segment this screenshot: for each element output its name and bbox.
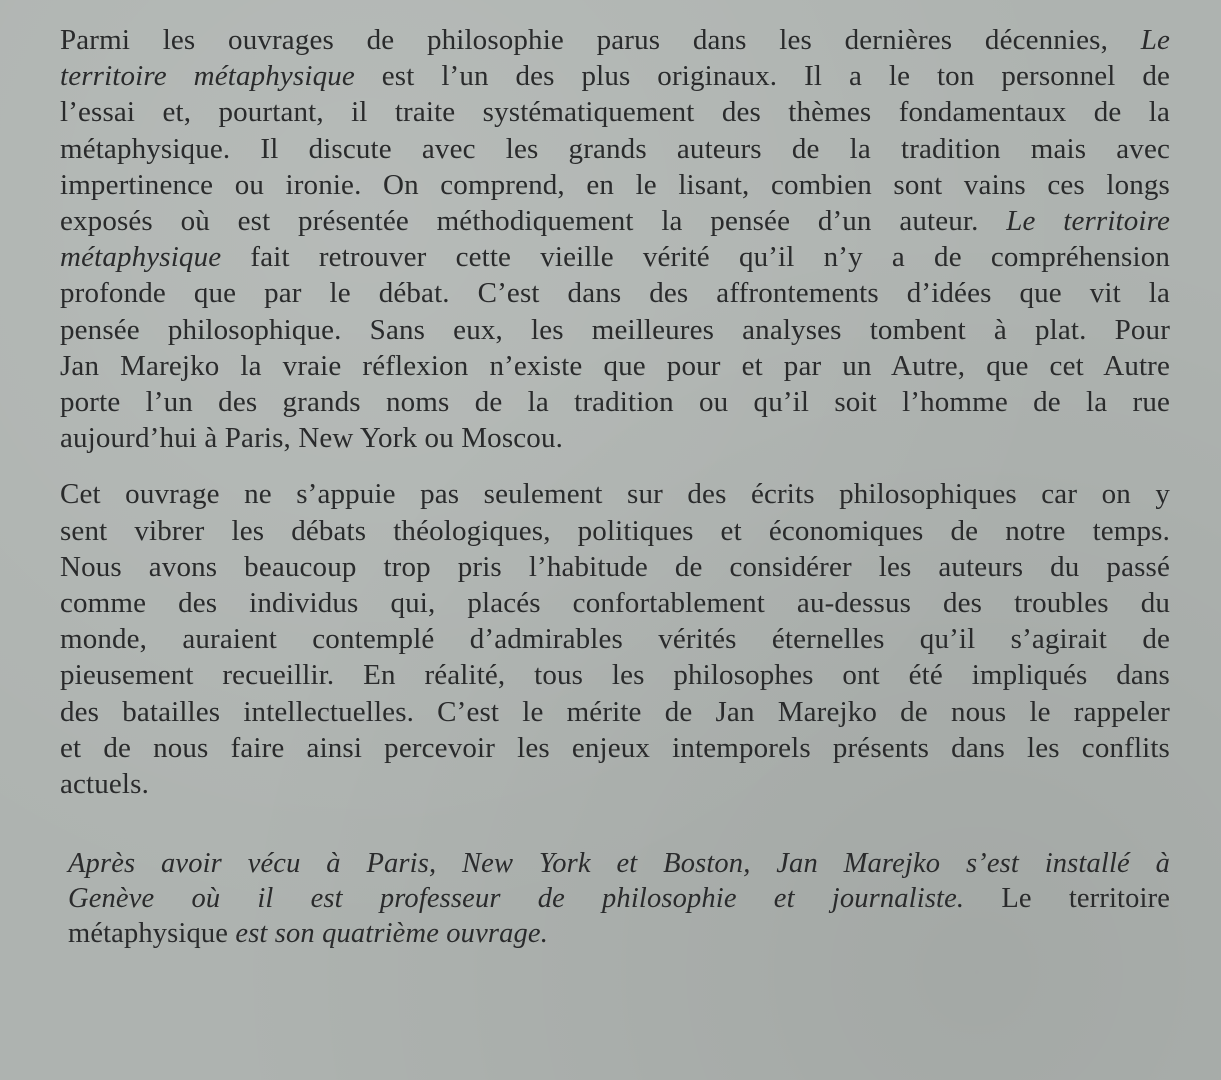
text-line: pieusement recueillir. En réalité, tous les philosophes ont été impliqués dans — [60, 659, 1170, 692]
text-line: métaphysique. Il discute avec les grands auteurs de la tradition mais avec — [60, 132, 1170, 165]
text-line: porte l’un des grands noms de la tradition ou qu’il soit l’homme de la rue — [60, 386, 1170, 419]
text-line: Après avoir vécu à Paris, New York et Boston, Jan Marejko s’est installé à — [68, 848, 1170, 880]
text-line: sent vibrer les débats théologiques, politiques et économiques de notre temps. — [60, 514, 1170, 547]
text-line: Nous avons beaucoup trop pris l’habitude de considérer les auteurs du passé — [60, 550, 1170, 583]
text-line: l’essai et, pourtant, il traite systématiquement des thèmes fondamentaux de la — [60, 96, 1170, 129]
book-title-italic: territoire métaphysique — [60, 60, 355, 93]
book-title-italic: Le territoire — [1006, 205, 1171, 238]
text-line: Jan Marejko la vraie réflexion n’existe que pour et par un Autre, que cet Autre — [60, 349, 1170, 382]
text-line: Parmi les ouvrages de philosophie parus dans les dernières décennies, Le — [60, 24, 1170, 56]
text-line: et de nous faire ainsi percevoir les enjeux intemporels présents dans les conflits — [60, 731, 1170, 764]
text-line: profonde que par le débat. C’est dans des affrontements d’idées que vit la — [60, 277, 1170, 310]
book-back-cover-text — [60, 22, 1170, 1062]
text-line: impertinence ou ironie. On comprend, en le lisant, combien sont vains ces longs — [60, 168, 1170, 201]
bio-italic: est son quatrième ouvrage. — [235, 918, 548, 950]
text-line: aujourd’hui à Paris, New York ou Moscou. — [60, 422, 563, 455]
bio-italic: Genève où il est professeur de philosophie et journaliste. — [68, 883, 965, 915]
book-title-italic: métaphysique — [60, 241, 222, 274]
text-line: actuels. — [60, 768, 149, 801]
text-line: exposés où est présentée méthodiquement la pensée d’un auteur. Le territoire — [60, 205, 1171, 238]
text-line: métaphysique fait retrouver cette vieille vérité qu’il n’y a de compréhension — [60, 241, 1170, 274]
text-line: territoire métaphysique est l’un des plus originaux. Il a le ton personnel de — [60, 60, 1170, 93]
book-title-italic: Le — [1140, 24, 1170, 56]
text-line: Cet ouvrage ne s’appuie pas seulement sur des écrits philosophiques car on y — [60, 478, 1170, 511]
text-line: métaphysique est son quatrième ouvrage. — [68, 918, 548, 950]
paragraph-intro — [60, 22, 1170, 456]
text-line: Genève où il est professeur de philosophie et journaliste. Le territoire — [68, 883, 1171, 915]
author-bio — [68, 846, 1170, 951]
text-line: comme des individus qui, placés confortablement au-dessus des troubles du — [60, 587, 1170, 620]
text-line: monde, auraient contemplé d’admirables vérités éternelles qu’il s’agirait de — [60, 623, 1170, 656]
text-line: des batailles intellectuelles. C’est le mérite de Jan Marejko de nous le rappeler — [60, 695, 1170, 728]
paragraph-context — [60, 476, 1170, 802]
text-line: pensée philosophique. Sans eux, les meilleures analyses tombent à plat. Pour — [60, 313, 1170, 346]
